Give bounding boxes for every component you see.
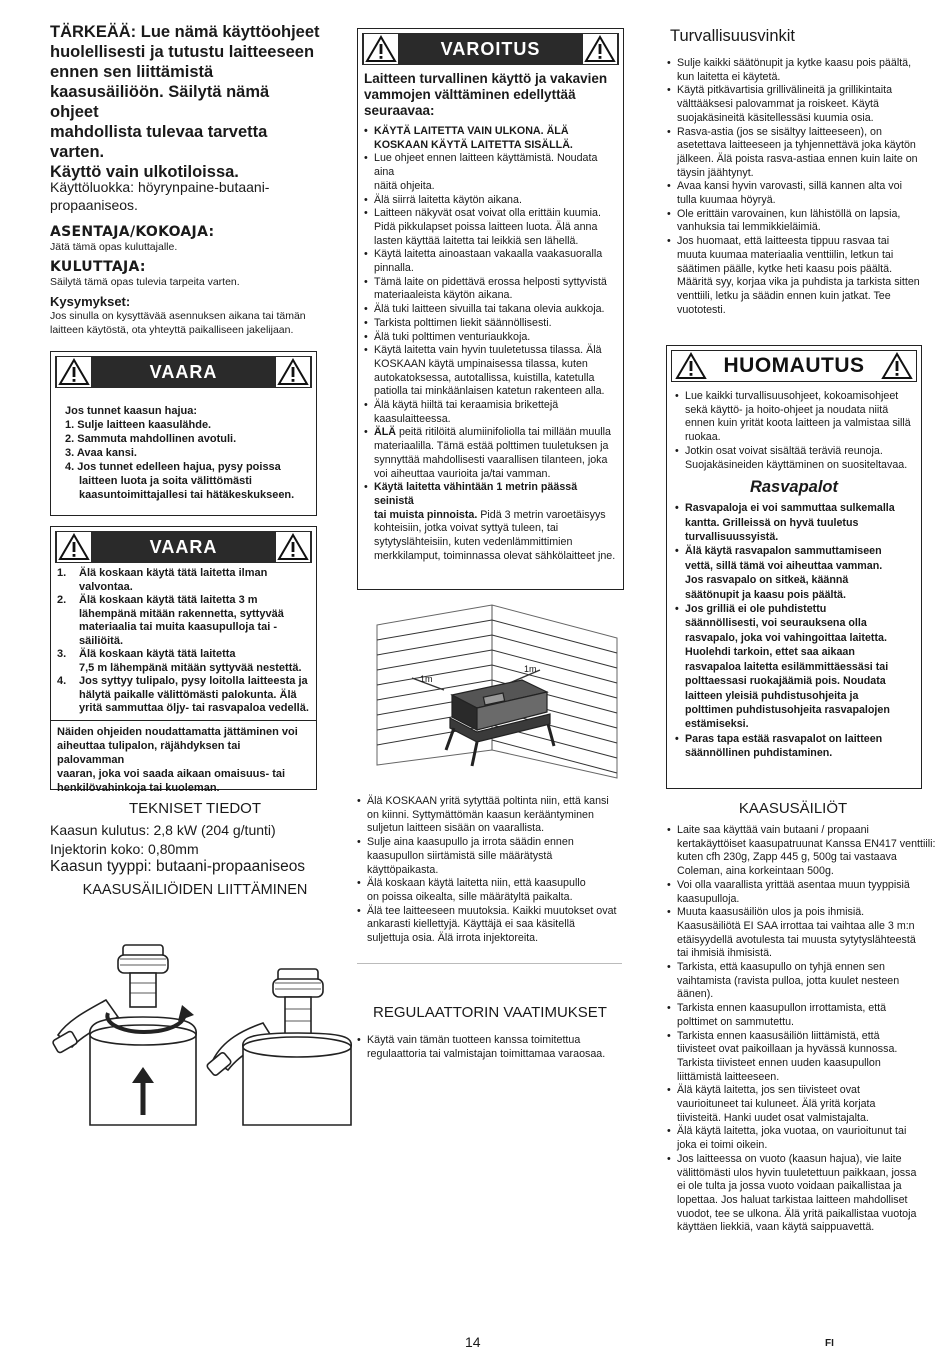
item-line: vanhuksia tai lemmikkieläimiä. (677, 221, 821, 234)
tank-item (667, 1125, 937, 1152)
item-line: Kaasusäiliötä EI SAA irrottaa tai vaihtaa alle 3 m:n (677, 919, 915, 932)
warning-item (364, 152, 617, 193)
item-line: valvontaa. (79, 580, 133, 593)
intro-line: mahdollista tulevaa tarvetta (50, 123, 268, 141)
intro-line: Käyttö vain ulkotiloissa. (50, 163, 239, 181)
item-line: liittämistä laitteeseen. (677, 1070, 780, 1083)
item-line: käyttäen liekkiä, vaan käytä saippuavettä. (677, 1221, 875, 1234)
danger-list-item (57, 594, 310, 648)
item-text (79, 648, 302, 675)
warning-intro-line: Laitteen turvallinen käyttö ja vakavien (364, 71, 608, 86)
regulator-item (357, 1034, 623, 1061)
note-line: aiheuttaa tulipalon, räjähdyksen tai palovamman (57, 739, 241, 766)
divider (357, 963, 622, 964)
warning-item (364, 303, 617, 317)
item-line (374, 426, 617, 440)
item-line: sekä käyttö- ja hoito-ohjeet ja noudata niitä (685, 403, 889, 416)
warning-item (364, 399, 617, 426)
danger-box-usage (50, 526, 317, 794)
fire-item (675, 602, 913, 732)
item-line: asetettava laitteeseen ja tyhjennettävä joka käytön (677, 139, 916, 152)
spec-injector: Injektorin koko: 0,80mm (50, 841, 199, 857)
questions-text (50, 309, 330, 337)
item-line: turvallisuussyistä. (685, 531, 779, 544)
notice-item (675, 445, 913, 472)
item-line: materiaalilla. Tämä estää polttimen tuuletuksen ja (374, 440, 609, 453)
item-line: Coleman, aina korkeintaan 500g. (677, 865, 834, 878)
item-line: rasvapalo, joka voi vahingoittaa laitetta. (685, 631, 887, 644)
usage-class (50, 178, 322, 214)
danger-consequence-note (51, 720, 316, 801)
item-line: Pidä pikkulapset poissa laitteen luota. Älä anna (374, 220, 598, 233)
item-line: Älä koskaan käytä tätä laitetta ilman (79, 567, 268, 579)
item-line: polttaessasi ruokajäämiä pois. Noudata (685, 675, 886, 688)
clearance-diagram (372, 600, 622, 780)
item-line: muuta kuumaa materiaalia venttiilin, letkun tai (677, 248, 894, 261)
intro-line: varten. (50, 143, 105, 161)
warning-item (364, 344, 617, 399)
item-line: ennen kuin yrität koota laitteen ja valmistaa sillä (685, 417, 911, 430)
tank-title: KAASUSÄILIÖT (738, 800, 848, 817)
warning-item (364, 481, 617, 563)
item-line: täysin jäähtynyt. (677, 166, 754, 179)
item-line: säännöllisesti, voi seurauksena olla (685, 617, 867, 630)
danger-box-gas-smell (50, 351, 317, 516)
tank-item (667, 1030, 937, 1085)
item-line: • Käytä vain tämän tuotteen kanssa toimitettua (367, 1034, 581, 1046)
danger-line: 4. Jos tunnet edelleen hajua, pysy poissa (65, 461, 281, 473)
regulator-list (357, 1034, 623, 1061)
tank-item (667, 1153, 937, 1235)
warning-item (364, 207, 617, 248)
item-line: on kiinni. Syttymättömän kaasun kerääntyminen (367, 808, 594, 821)
item-line: ruokaa. (685, 431, 721, 444)
danger-header (55, 356, 312, 388)
item-number: 3. (57, 648, 67, 660)
warning-item (357, 836, 623, 877)
danger-line: 3. Avaa kansi. (65, 447, 137, 459)
item-line: tiivisteet ovat paikoillaan ja hyvässä kunnossa. (677, 1043, 898, 1056)
item-line: säätimen päälle, kytke heti kaasu pois päältä. (677, 262, 893, 275)
item-line: • Jos laitteessa on vuoto (kaasun hajua), vie laite (677, 1152, 902, 1165)
item-line: etäisyydellä avotulesta tai muusta sytytyslähteestä (677, 933, 916, 946)
consumer-title: KULUTTAJA: (50, 259, 146, 275)
danger-numbered-list (51, 567, 316, 716)
fire-item (675, 544, 913, 602)
item-line: kohteisiin, jotka voivat syttyä tuleen, tai (374, 522, 559, 535)
danger-list-item (57, 567, 310, 594)
item-line: tai ihmisiä ihmisistä. (677, 947, 773, 960)
warning-triangle-icon (57, 357, 91, 387)
item-line: suojakäsineitä käsitellessäsi kuumia osia. (677, 111, 874, 124)
item-line: • Älä koskaan käytä laitetta niin, että kaasupullo (367, 877, 586, 890)
intro-line: kaasusäiliöön. Säilytä nämä ohjeet (50, 83, 270, 121)
warning-item (364, 276, 617, 303)
safety-list (667, 57, 925, 317)
item-lead: Käytä laitetta vähintään 1 metrin päässä seinistä (374, 481, 578, 507)
item-number: 4. (57, 675, 67, 687)
item-line: ankarasti kiellettyjä. Käyttäjä ei saa käsitellä (367, 918, 575, 931)
item-line: • KÄYTÄ LAITETTA VAIN ULKONA. ÄLÄ (374, 125, 569, 137)
warning-item (357, 795, 623, 836)
item-text (79, 567, 267, 594)
item-line: • Tarkista ennen kaasusäiliön liittämistä, että (677, 1029, 880, 1042)
item-line: merkkilamput, toiminnassa olevat sähkölaitteet jne. (374, 549, 616, 562)
item-line: jälkeen. Älä poista rasva-astiaa ennen kuin laite on (677, 152, 918, 165)
warning-title: VAROITUS (440, 39, 541, 59)
danger-gas-list (51, 392, 316, 502)
item-line: venttiili, letku ja säädin ennen kuin jatkat. Tee (677, 289, 891, 302)
notice-item (675, 390, 913, 445)
cartridge-connection-illustration (48, 935, 353, 1130)
questions-section (50, 294, 330, 337)
danger-header (55, 531, 312, 563)
warning-item (364, 331, 617, 345)
item-line: Jos rasvapalo on sitkeä, käännä (685, 574, 849, 587)
item-line: välittömästi ulos hyvin tuuletettuun paikkaan, jossa (677, 1166, 917, 1179)
item-line: • Lue kaikki turvallisuusohjeet, kokoamisohjeet (685, 390, 899, 402)
clearance-label-left: 1m (420, 674, 433, 684)
note-line: vaaran, joka voi saada aikaan omaisuus- tai (57, 767, 286, 780)
spec-consumption: Kaasun kulutus: 2,8 kW (204 g/tunti) (50, 822, 276, 838)
item-line: • Älä käytä laitetta, joka vuotaa, on vaurioitunut tai (677, 1125, 907, 1138)
item-line: on poissa oikealta, sille määrätyltä paikalta. (367, 890, 573, 903)
usage-line: propaaniseos. (50, 197, 138, 213)
item-line: materiaalia tai muita kaasupulloja tai - (79, 621, 278, 633)
questions-line: laitteen käytöstä, ota yhteyttä paikalliseen jakelijaan. (50, 324, 294, 336)
notice-header (671, 350, 917, 382)
item-line: polttimen puhdistusohjeita rasvapalojen (685, 703, 890, 716)
safety-item (667, 180, 925, 207)
item-line: • Jotkin osat voivat sisältää teräviä reunoja. (685, 444, 883, 457)
item-line: • Rasva-astia (jos se sisältyy laitteeseen), on (677, 125, 882, 138)
safety-title: Turvallisuusvinkit (670, 27, 796, 45)
item-line: materiaaleista käytön aikana. (374, 289, 513, 302)
item-line: välttääksesi palovammat ja roiskeet. Käytä (677, 98, 879, 111)
safety-item (667, 126, 925, 181)
item-line: • Käytä pitkävartisia grillivälineitä ja grillikintaita (677, 84, 893, 97)
item-line: • Sulje aina kaasupullo ja irrota säädin ennen (367, 836, 574, 849)
safety-item (667, 84, 925, 125)
item-line: lopettaa. Jos haluat tarkistaa laitteen mahdolliset (677, 1193, 908, 1206)
item-line: Suojakäsineiden käyttäminen on suositeltavaa. (685, 458, 908, 471)
safety-item (667, 235, 925, 317)
language-code: FI (825, 1338, 834, 1349)
item-text: Pidä 3 metrin varoetäisyys (477, 508, 606, 521)
item-line: • Muuta kaasusäiliön ulos ja pois ihmisiä. (677, 906, 865, 919)
warning-item (357, 905, 623, 946)
connect-title: KAASUSÄILIÖIDEN LIITTÄMINEN (82, 882, 308, 898)
item-line: • Tämä laite on pidettävä erossa helposti syttyvistä (374, 275, 607, 288)
item-line: äänen). (677, 988, 714, 1001)
item-line: voi aiheuttaa vaurioita ja/tai vamman. (374, 467, 551, 480)
item-line: • Tarkista, että kaasupullo on tyhjä ennen sen (677, 961, 885, 974)
tank-item (667, 1084, 937, 1125)
item-line: • Paras tapa estää rasvapalot on laitteen (685, 732, 883, 745)
item-lead: tai muista pinnoista. (374, 508, 478, 521)
item-line: sytytyslähteisiin, kuten vedenlämmittimien (374, 536, 573, 549)
warning-item (364, 125, 617, 152)
warning-item (364, 194, 617, 208)
item-line: kuten cfh 230g, Zapp 445 g, 500g tai vastaava (677, 851, 897, 864)
item-line: suljetun laitteen sisään on vaarallista. (367, 822, 545, 835)
item-line: kantta. Grilleissä on hyvä tuuletus (685, 516, 859, 529)
page-number: 14 (465, 1334, 481, 1350)
danger-title: VAARA (149, 537, 218, 557)
installer-section (50, 224, 322, 254)
item-line: vaihtamista (ravista pulloa, jotta kuulet nesteen (677, 974, 900, 987)
item-line (374, 509, 617, 523)
item-line: säännöllinen puhdistaminen. (685, 747, 833, 760)
tank-item (667, 1002, 937, 1029)
item-line: yritä sammuttaa öljy- tai rasvapaloa vedellä. (79, 702, 309, 714)
item-line: kaasupulloja. (677, 892, 740, 905)
item-line: • Älä käytä laitetta, jos sen tiivisteet ovat (677, 1084, 860, 1097)
item-line: KOSKAAN käytä umpinaisessa tilassa, kuten (374, 357, 588, 370)
item-line: • Jos huomaat, että laitteesta tippuu rasvaa tai (677, 235, 890, 248)
warning-box (357, 28, 624, 590)
danger-line: 1. Sulje laitteen kaasulähde. (65, 419, 212, 431)
item-line: • Avaa kansi hyvin varovasti, sillä kannen alta voi (677, 180, 902, 193)
item-line: näitä ohjeita. (374, 179, 435, 192)
consumer-section (50, 259, 322, 289)
item-text (79, 594, 284, 648)
item-line: säätönupit ja kaasu pois päältä. (685, 588, 846, 601)
item-line: tiivisteitä. Hanki uudet osat valmistajalta. (677, 1111, 869, 1124)
item-line: patiolla tai minkäänlaisen katetun rakenteen alla. (374, 385, 605, 398)
item-line: • Voi olla vaarallista yrittää asentaa muun tyyppisiä (677, 878, 910, 891)
consumer-text: Säilytä tämä opas tulevia tarpeita varten. (50, 276, 240, 288)
questions-title: Kysymykset: (50, 294, 131, 309)
item-line: • Rasvapaloja ei voi sammuttaa sulkemalla (685, 502, 895, 515)
item-line: hälytä paikalle välittömästi palokunta. Älä (79, 688, 297, 701)
danger-list-item (57, 675, 310, 716)
tank-item (667, 824, 937, 879)
intro-line: TÄRKEÄÄ: Lue nämä käyttöohjeet (50, 23, 320, 41)
warning-item (364, 317, 617, 331)
item-line: suljettuja osia. Älä irrota injektoreita. (367, 932, 539, 945)
intro-line: huolellisesti ja tutustu laitteeseen (50, 43, 315, 61)
installer-title: ASENTAJA/KOKOAJA: (50, 224, 215, 240)
usage-line: Käyttöluokka: höyrynpaine-butaani- (50, 179, 270, 195)
intro-line: ennen sen liittämistä (50, 63, 214, 81)
warning-triangle-icon (364, 34, 398, 64)
item-line: vaurioituneet tai kuluneet. Älä yritä korjata (677, 1098, 876, 1111)
item-line (374, 481, 617, 508)
item-line: Älä koskaan käytä tätä laitetta 3 m (79, 594, 258, 606)
item-line: Huolehdi tarkoin, ettet saa aikaan (685, 646, 855, 659)
fire-list (675, 501, 913, 760)
item-line: lasten käyttää laitetta tai leikkiä sen lähellä. (374, 234, 579, 247)
warning-triangle-icon (57, 532, 91, 562)
tank-item (667, 961, 937, 1002)
warning-intro (364, 71, 617, 119)
item-line: • Tarkista ennen kaasupullon irrottamista, että (677, 1002, 887, 1015)
safety-item (667, 208, 925, 235)
item-number: 2. (57, 594, 67, 606)
warning-item (357, 877, 623, 904)
item-line: KOSKAAN KÄYTÄ LAITETTA SISÄLLÄ. (374, 138, 573, 151)
installer-text: Jätä tämä opas kuluttajalle. (50, 241, 178, 253)
item-line: kaasupullon siirtämistä sille määrätystä (367, 849, 553, 862)
item-line: Tarkista tiivisteet ennen uuden kaasupullon (677, 1056, 881, 1069)
fire-item (675, 732, 913, 761)
item-line: vettä, sillä tämä voi aiheuttaa vamman. (685, 559, 883, 572)
item-line: • Laite saa käyttää vain butaani / propaani (677, 824, 869, 836)
warning-intro-line: vammojen välttäminen edellyttää (364, 87, 576, 102)
item-line: kaasulaitteessa. (374, 412, 451, 425)
item-line: 7,5 m lähempänä mitään syttyvää nestettä. (79, 661, 302, 674)
specs-title: TEKNISET TIEDOT (129, 800, 261, 817)
item-line: tulla kuumaa höyryä. (677, 194, 776, 207)
note-line: henkilövahinkoja tai kuoleman. (57, 781, 220, 794)
danger-line: laitteen luota ja soita välittömästi (79, 475, 252, 487)
warning-item (364, 426, 617, 481)
warning-list (364, 125, 617, 564)
item-line: • Älä tee laitteeseen muutoksia. Kaikki muutokset ovat (367, 904, 617, 917)
fire-item (675, 501, 913, 544)
danger-line: 2. Sammuta mahdollinen avotuli. (65, 433, 237, 445)
danger-line: kaasuntoimittajallesi tai hätäkeskukseen. (79, 489, 295, 501)
warning-triangle-icon (674, 351, 708, 381)
item-line: • Älä KOSKAAN yritä sytyttää poltinta niin, että kansi (367, 795, 609, 807)
item-line: • Älä tuki laitteen sivuilla tai takana olevia aukkoja. (374, 303, 605, 316)
warning-triangle-icon (583, 34, 617, 64)
item-line: • Älä siirrä laitetta käytön aikana. (374, 193, 522, 206)
item-line: Älä koskaan käytä tätä laitetta (79, 648, 236, 660)
item-line: Määritä syy, korjaa vika ja puhdista ja tarkista sitten (677, 276, 920, 289)
item-line: pinnalla. (374, 262, 414, 275)
fire-title: Rasvapalot (749, 478, 839, 497)
danger-title: VAARA (149, 362, 218, 382)
item-line: joka ei toimi oikein. (677, 1139, 768, 1152)
item-line: • Jos grilliä ei ole puhdistettu (685, 603, 827, 616)
warning-item (364, 248, 617, 275)
item-line: käyttöpaikasta. (367, 863, 439, 876)
notice-list (675, 390, 913, 472)
item-line: laitteen yleisiä puhdistusohjeita ja (685, 689, 859, 702)
item-line: • Käytä laitetta ainoastaan vakaalla vaakasuoralla (374, 248, 603, 261)
note-line: Näiden ohjeiden noudattamatta jättäminen voi (57, 725, 298, 738)
item-text (79, 675, 309, 716)
item-line: autokatoksessa, autotallissa, kuistilla, katetulla (374, 371, 595, 384)
clearance-label-right: 1m (524, 664, 537, 674)
intro-heading (50, 22, 322, 182)
notice-box (666, 345, 922, 789)
item-line: Jos syttyy tulipalo, pysy loitolla laitteesta ja (79, 675, 308, 687)
item-line: • Älä käytä hiiltä tai keraamisia brikettejä (374, 399, 559, 412)
item-line: • Tarkista polttimen liekit säännöllisesti. (374, 316, 552, 329)
spec-gas-type: Kaasun tyyppi: butaani-propaaniseos (50, 858, 306, 875)
item-line: polttimet on sammutettu. (677, 1015, 795, 1028)
safety-item (667, 57, 925, 84)
item-line: • Ole erittäin varovainen, kun lähistöllä on lapsia, (677, 207, 901, 220)
item-line: • Älä käytä rasvapalon sammuttamiseen (685, 545, 882, 558)
warning-triangle-icon (880, 351, 914, 381)
danger-list-item (57, 648, 310, 675)
item-line: estämiseksi. (685, 718, 749, 731)
item-line: • Laitteen näkyvät osat voivat olla erittäin kuumia. (374, 207, 601, 220)
questions-line: Jos sinulla on kysyttävää asennuksen aikana tai tämän (50, 310, 306, 322)
tank-list (667, 824, 937, 1235)
item-lead: ÄLÄ (374, 426, 396, 439)
item-text: peitä ritilöitä alumiinifoliolla tai millään muulla (395, 426, 612, 439)
item-line: synnyttää mahdollisesti vaarallisen tilanteen, joka (374, 453, 608, 466)
item-line: ei ole tulta ja jossa vuoto voidaan paikallistaa ja (677, 1180, 902, 1193)
regulator-title: REGULAATTORIN VAATIMUKSET (373, 1004, 607, 1021)
warning-intro-line: seuraavaa: (364, 103, 435, 118)
warning-list-continued (357, 795, 623, 946)
item-line: • Käytä laitetta vain hyvin tuuletetussa tilassa. Älä (374, 344, 602, 357)
item-line: • Lue ohjeet ennen laitteen käyttämistä. Noudata aina (374, 152, 598, 179)
item-line: vuodot, tee se ulkona. Älä yritä paikallistaa vuotoja (677, 1207, 917, 1220)
item-line: kun laitetta ei käytetä. (677, 70, 781, 83)
item-line: kertakäyttöiset kaasupatruunat Kanssa EN417 venttiili: (677, 837, 936, 850)
item-line: regulaattoria tai valmistajan toimittamaa varaosaa. (367, 1047, 606, 1060)
tank-item (667, 906, 937, 961)
item-line: säiliöitä. (79, 634, 124, 647)
item-line: • Sulje kaikki säätönupit ja kytke kaasu pois päältä, (677, 57, 912, 69)
notice-title: HUOMAUTUS (723, 354, 865, 377)
item-line: vuototesti. (677, 303, 726, 316)
danger-line: Jos tunnet kaasun hajua: (65, 405, 198, 417)
item-line: • Älä tuki polttimen venturiaukkoja. (374, 330, 531, 343)
item-number: 1. (57, 567, 67, 579)
item-line: lähempänä mitään rakennetta, syttyvää (79, 607, 284, 620)
tank-item (667, 879, 937, 906)
item-line: rasvapaloa laitetta esilämmittäessäsi tai (685, 660, 889, 673)
warning-triangle-icon (276, 357, 310, 387)
warning-triangle-icon (276, 532, 310, 562)
warning-header (362, 33, 619, 65)
